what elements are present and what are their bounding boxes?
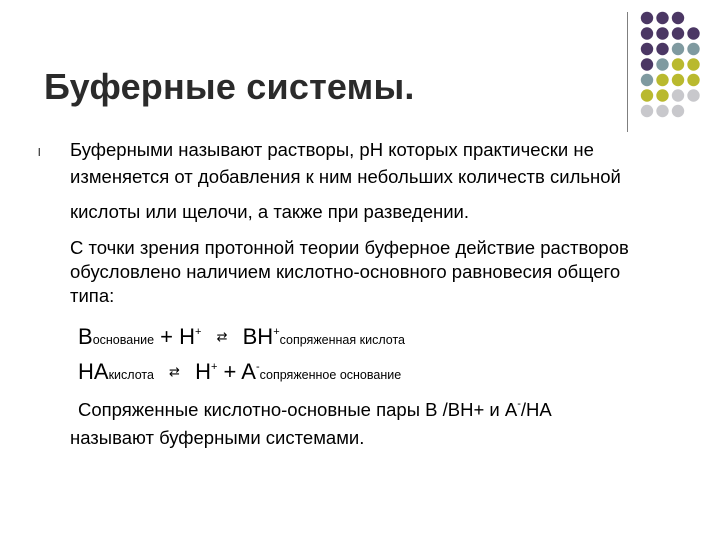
decorative-dot: [672, 105, 684, 117]
eq2-anion-subscript: сопряженное основание: [259, 368, 402, 382]
paragraph1-line2: изменяется от добавления к ним небольших количеств сильной: [70, 166, 621, 187]
eq2-acid: HA: [78, 359, 109, 384]
paragraph1-line1: Буферными называют растворы, pH которых практически не: [70, 139, 594, 160]
eq1-conjugate: BH: [242, 324, 274, 349]
decorative-dot: [656, 43, 668, 55]
decorative-dot: [641, 74, 653, 86]
pairs-anion: A: [504, 399, 518, 420]
decorative-dot: [641, 27, 653, 39]
slide-title: Буферные системы.: [44, 66, 415, 107]
paragraph2-line2: обусловлено наличием кислотно-основного равновесия общего: [70, 261, 621, 282]
decorative-dot: [656, 58, 668, 70]
decorative-dot: [641, 12, 653, 24]
eq2-proton: H: [195, 359, 211, 384]
eq1-base-subscript: основание: [92, 333, 155, 347]
decorative-dot: [687, 74, 699, 86]
equilibrium-arrow-icon: ⇄: [169, 364, 180, 379]
decorative-dot: [641, 89, 653, 101]
decorative-dot: [641, 58, 653, 70]
decorative-dot: [687, 89, 699, 101]
eq1-conjugate-charge: +: [273, 326, 280, 338]
eq1-base: B: [78, 324, 93, 349]
decorative-dot: [672, 27, 684, 39]
decorative-dot: [672, 43, 684, 55]
eq2-anion-charge: -: [255, 361, 260, 373]
paragraph2-line3: типа:: [70, 285, 115, 306]
decorative-dot: [656, 105, 668, 117]
decorative-dot: [687, 43, 699, 55]
eq2-acid-subscript: кислота: [108, 368, 154, 382]
pairs-prefix: Сопряженные кислотно-основные пары B /BH+ и: [78, 399, 500, 420]
decorative-dot: [672, 89, 684, 101]
equation-acid: [78, 354, 401, 388]
decorative-dot: [656, 27, 668, 39]
decorative-dot: [641, 43, 653, 55]
paragraph1-line3: кислоты или щелочи, а также при разведении.: [70, 201, 470, 222]
decorative-dot: [672, 74, 684, 86]
bullet-icon: l: [38, 147, 41, 159]
decorative-dot: [656, 74, 668, 86]
conclusion-line: называют буферными системами.: [70, 427, 365, 448]
decorative-dot: [687, 58, 699, 70]
decorative-dot: [641, 105, 653, 117]
pairs-suffix: /HA: [520, 399, 552, 420]
eq2-proton-charge: +: [210, 361, 218, 373]
eq1-proton: + H: [160, 324, 196, 349]
decorative-dot: [656, 12, 668, 24]
equilibrium-arrow-icon: ⇄: [216, 329, 228, 344]
decorative-dot: [656, 89, 668, 101]
decorative-dot: [672, 58, 684, 70]
decorative-vertical-line: [627, 12, 628, 132]
eq1-conjugate-subscript: сопряженная кислота: [279, 333, 405, 347]
pairs-anion-charge: -: [517, 398, 521, 410]
decorative-dot: [672, 12, 684, 24]
equation-base: [78, 319, 405, 353]
eq1-proton-charge: +: [195, 326, 202, 338]
eq2-anion: + A: [223, 359, 256, 384]
conjugate-pairs-line: [78, 393, 552, 421]
paragraph2-line1: С точки зрения протонной теории буферное действие растворов: [70, 237, 629, 258]
decorative-dot: [687, 27, 699, 39]
